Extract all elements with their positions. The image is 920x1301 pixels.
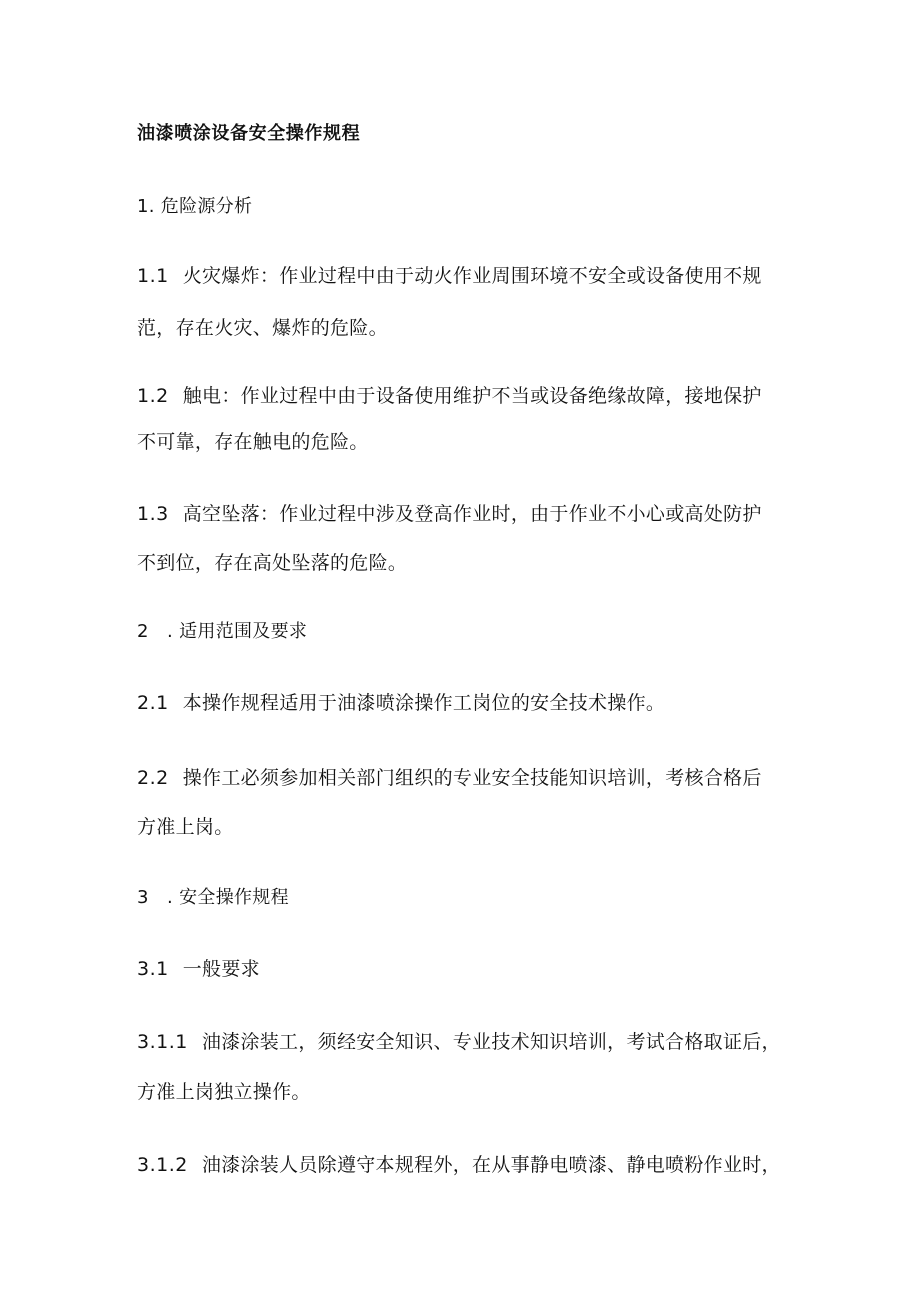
paragraph-text: 油漆涂装工，须经安全知识、专业技术知识培训，考试合格取证后， — [201, 1031, 781, 1053]
paragraph-2-2 — [137, 766, 762, 790]
document-title: 油漆喷涂设备安全操作规程 — [137, 123, 361, 144]
paragraph-text: 油漆涂装人员除遵守本规程外，在从事静电喷漆、静电喷粉作业时， — [201, 1154, 781, 1176]
clause-number: 3.1.2 — [137, 1154, 188, 1176]
paragraph-1-1 — [137, 264, 762, 288]
paragraph-1-1-continued: 范，存在火灾、爆炸的危险。 — [137, 317, 388, 339]
paragraph-3-1-2 — [137, 1153, 781, 1177]
clause-number: 3.1.1 — [137, 1031, 188, 1053]
section-heading-2: 2 . 适用范围及要求 — [137, 621, 308, 642]
paragraph-text: 高空坠落：作业过程中涉及登高作业时，由于作业不小心或高处防护 — [182, 503, 762, 525]
paragraph-text: 触电：作业过程中由于设备使用维护不当或设备绝缘故障，接地保护 — [182, 385, 762, 407]
paragraph-2-2-continued: 方准上岗。 — [137, 816, 234, 838]
section-heading-1: 1. 危险源分析 — [137, 196, 253, 217]
paragraph-text: 一般要求 — [182, 958, 260, 980]
clause-number: 1.1 — [137, 265, 169, 287]
paragraph-3-1-1 — [137, 1030, 781, 1054]
paragraph-3-1 — [137, 957, 260, 981]
paragraph-2-1 — [137, 691, 665, 715]
clause-number: 2.2 — [137, 767, 169, 789]
clause-number: 3.1 — [137, 958, 169, 980]
paragraph-text: 火灾爆炸：作业过程中由于动火作业周围环境不安全或设备使用不规 — [182, 265, 762, 287]
paragraph-1-3 — [137, 502, 762, 526]
paragraph-3-1-1-continued: 方准上岗独立操作。 — [137, 1081, 311, 1103]
paragraph-1-2-continued: 不可靠，存在触电的危险。 — [137, 431, 369, 453]
paragraph-1-3-continued: 不到位，存在高处坠落的危险。 — [137, 552, 408, 574]
paragraph-text: 本操作规程适用于油漆喷涂操作工岗位的安全技术操作。 — [182, 692, 666, 714]
paragraph-text: 操作工必须参加相关部门组织的专业安全技能知识培训，考核合格后 — [182, 767, 762, 789]
clause-number: 1.3 — [137, 503, 169, 525]
paragraph-1-2 — [137, 384, 762, 408]
clause-number: 2.1 — [137, 692, 169, 714]
clause-number: 1.2 — [137, 385, 169, 407]
section-heading-3: 3 . 安全操作规程 — [137, 887, 289, 908]
